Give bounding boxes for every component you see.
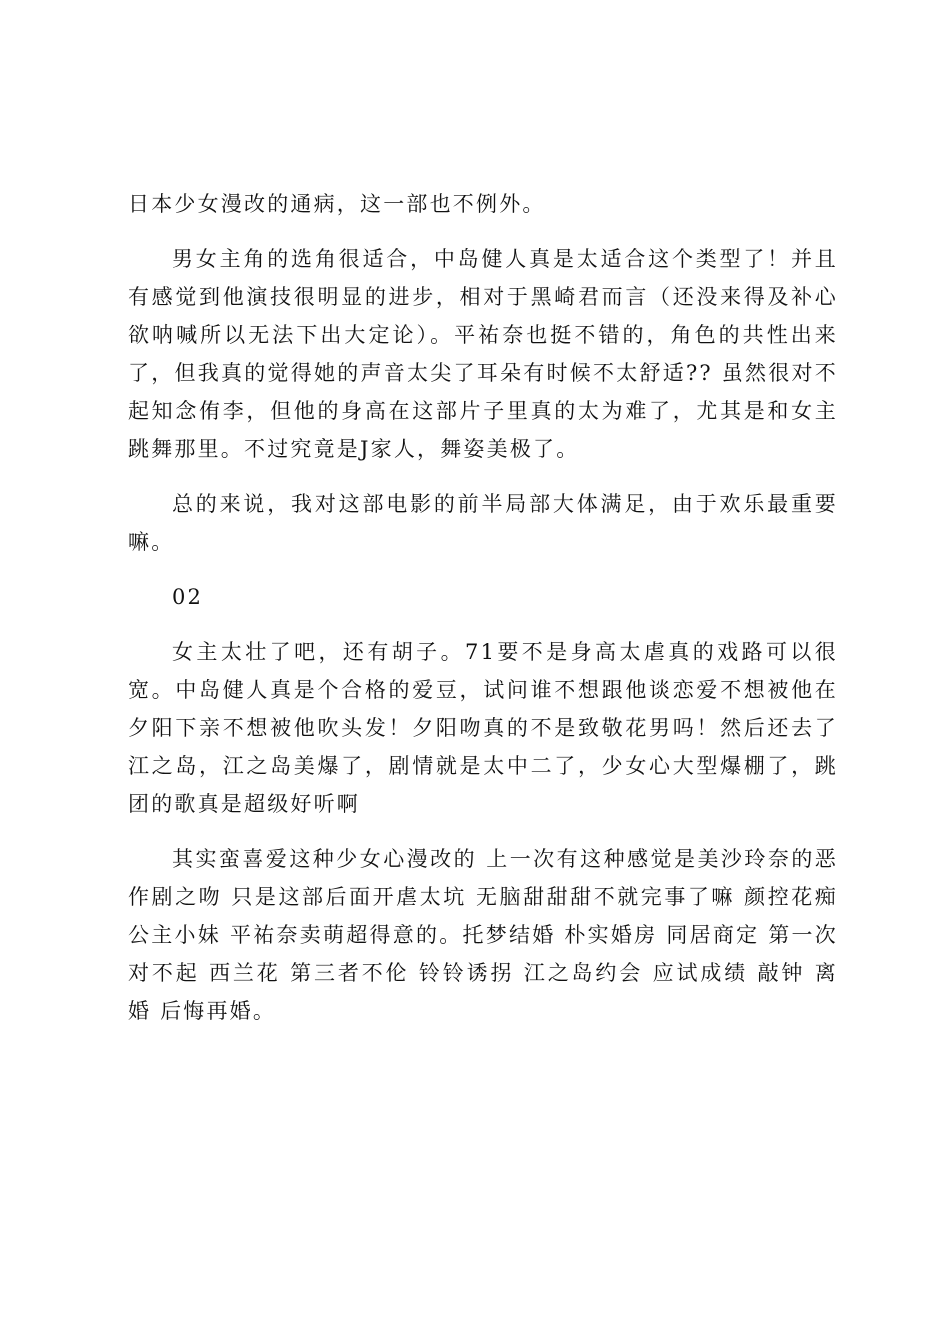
paragraph-1: 日本少女漫改的通病，这一部也不例外。	[128, 192, 546, 216]
paragraph-4: 女主太壮了吧，还有胡子。71要不是身高太虐真的戏路可以很宽。中岛健人真是个合格的爱豆，试问谁不想跟他谈恋爱不想被他在夕阳下亲不想被他吹头发！夕阳吻真的不是致敬花男吗！然后还去了江之岛，江之岛美爆了，剧情就是太中二了，少女心大型爆棚了，跳团的歌真是超级好听啊	[128, 640, 838, 816]
paragraph-3: 总的来说，我对这部电影的前半局部大体满足，由于欢乐最重要嘛。	[128, 492, 838, 554]
article-body	[128, 185, 838, 1047]
section-number: 02	[172, 585, 204, 609]
paragraph-2: 男女主角的选角很适合，中岛健人真是太适合这个类型了！并且有感觉到他演技很明显的进步，相对于黑崎君而言（还没来得及补心欲呐喊所以无法下出大定论）。平祐奈也挺不错的，角色的共性出来了，但我真的觉得她的声音太尖了耳朵有时候不太舒适?? 虽然很对不起知念侑李，但他的身高在这部片子里真的太为难了，尤其是和女主跳舞那里。不过究竟是J家人，舞姿美极了。	[128, 247, 838, 461]
paragraph-5: 其实蛮喜爱这种少女心漫改的 上一次有这种感觉是美沙玲奈的恶作剧之吻 只是这部后面开虐太坑 无脑甜甜甜不就完事了嘛 颜控花痴公主小妹 平祐奈卖萌超得意的。托梦结婚 朴实婚房 同居商定 第一次对不起 西兰花 第三者不伦 铃铃诱拐 江之岛约会 应试成绩 敲钟 离婚 后悔再婚。	[128, 847, 838, 1023]
